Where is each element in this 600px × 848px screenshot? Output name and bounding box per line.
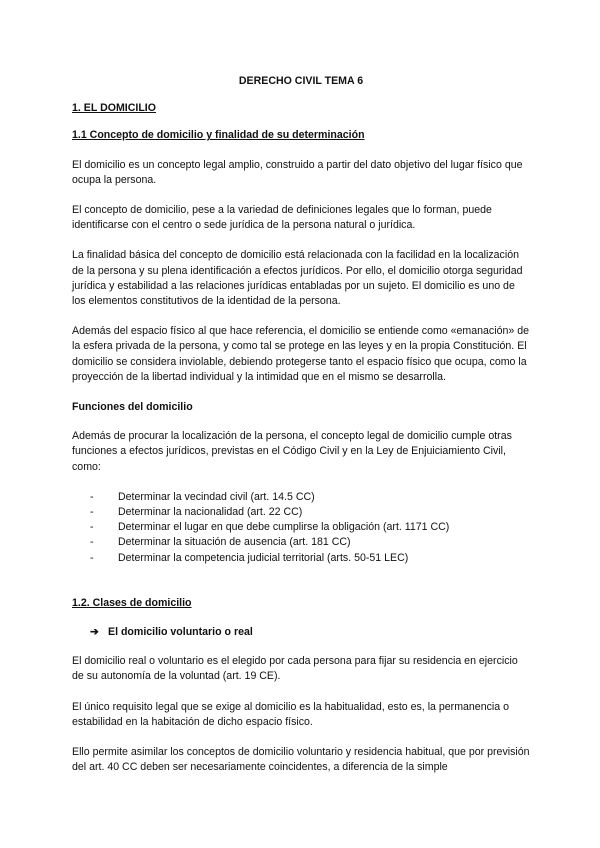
list-item-text: Determinar el lugar en que debe cumplirse la obligación (art. 1171 CC)	[118, 521, 450, 534]
paragraph: Además del espacio físico al que hace referencia, el domicilio se entiende como «emanación» de la esfera privada de la persona, y como tal se protege en las leyes y en la propia Constitución. El domicilio se considera inviolable, debiendo protegerse tanto el espacio físico que ocupa, como la proyección de la libertad individual y la intimidad que en el mismo se desarrolla.	[72, 325, 529, 383]
arrow-right-icon: ➔	[90, 626, 99, 639]
document-title: DERECHO CIVIL TEMA 6	[238, 75, 364, 87]
paragraph: El domicilio real o voluntario es el elegido por cada persona para fijar su residencia en ejercicio de su autonomía de la voluntad (art. 19 CE).	[72, 655, 518, 683]
list-item-text: Determinar la competencia judicial territorial (arts. 50-51 LEC)	[118, 551, 409, 564]
paragraph: La finalidad básica del concepto de domicilio está relacionada con la facilidad en la localización de la persona y su plena identificación a efectos jurídicos. Por ello, el domicilio otorga seguridad jurídica y estabilidad a las relaciones jurídicas entabladas por un sujeto. El domicilio es uno de los elementos constitutivos de la identidad de la persona.	[72, 249, 523, 308]
dash-bullet: -	[90, 490, 94, 503]
voluntary-domicile-heading-text: El domicilio voluntario o real	[108, 626, 253, 639]
section-1-2-heading: 1.2. Clases de domicilio	[72, 596, 192, 609]
list-item	[90, 490, 530, 505]
dash-bullet: -	[90, 551, 94, 564]
list-item	[90, 505, 530, 520]
functions-list	[72, 490, 530, 566]
list-item	[90, 520, 530, 535]
section-1-heading: 1. EL DOMICILIO	[72, 102, 156, 115]
voluntary-domicile-heading	[90, 625, 530, 640]
dash-bullet: -	[90, 536, 94, 549]
subsection-1-1-heading: 1.1 Concepto de domicilio y finalidad de su determinación	[72, 129, 365, 142]
functions-intro: Además de procurar la localización de la persona, el concepto legal de domicilio cumple otras funciones a efectos jurídicos, previstas en el Código Civil y en la Ley de Enjuiciamiento Civil, como:	[72, 430, 512, 473]
list-item	[90, 535, 530, 550]
list-item-text: Determinar la vecindad civil (art. 14.5 CC)	[118, 490, 315, 503]
dash-bullet: -	[90, 521, 94, 534]
paragraph: El concepto de domicilio, pese a la variedad de definiciones legales que lo forman, puede identificarse con el centro o sede jurídica de la persona natural o jurídica.	[72, 204, 492, 232]
paragraph: El único requisito legal que se exige al domicilio es la habitualidad, esto es, la permanencia o estabilidad en la habitación de dicho espacio físico.	[72, 700, 509, 728]
functions-heading: Funciones del domicilio	[72, 401, 193, 414]
list-item-text: Determinar la nacionalidad (art. 22 CC)	[118, 506, 303, 519]
paragraph: El domicilio es un concepto legal amplio, construido a partir del dato objetivo del lugar físico que ocupa la persona.	[72, 158, 523, 186]
paragraph: Ello permite asimilar los conceptos de domicilio voluntario y residencia habitual, que por previsión del art. 40 CC deben ser necesariamente coincidentes, a diferencia de la simple	[72, 746, 530, 774]
list-item	[90, 551, 530, 566]
list-item-text: Determinar la situación de ausencia (art. 181 CC)	[118, 536, 351, 549]
dash-bullet: -	[90, 506, 94, 519]
